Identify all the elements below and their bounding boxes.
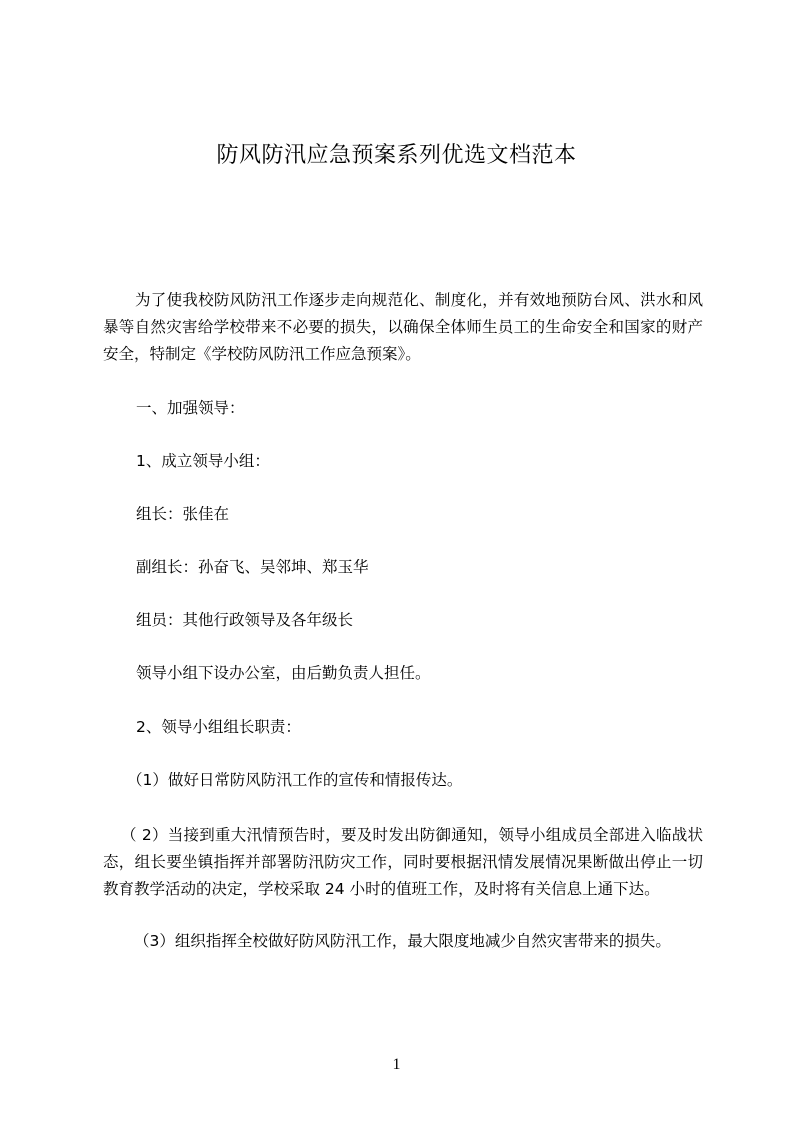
item-heading-form-group: 1、成立领导小组： (136, 452, 270, 470)
section-heading-leadership: 一、加强领导： (136, 399, 245, 417)
office-line: 领导小组下设办公室，由后勤负责人担任。 (136, 664, 431, 682)
duty-item-1: （1）做好日常防风防汛工作的宣传和情报传达。 (127, 771, 463, 789)
members-line: 组员：其他行政领导及各年级长 (136, 611, 354, 629)
document-title: 防风防汛应急预案系列优选文档范本 (216, 143, 577, 168)
group-leader-line: 组长：张佳在 (136, 505, 230, 523)
duty-item-3: （3）组织指挥全校做好防风防汛工作，最大限度地减少自然灾害带来的损失。 (134, 932, 671, 950)
intro-paragraph: 为了使我校防风防汛工作逐步走向规范化、制度化，并有效地预防台风、洪水和风暴等自然灾害给学校带来不必要的损失，以确保全体师生员工的生命安全和国家的财产安全，特制定《学校防风防汛工作应急预案》。 (103, 291, 703, 363)
duty-item-2: （ 2）当接到重大汛情预告时，要及时发出防御通知，领导小组成员全部进入临战状态，组长要坐镇指挥并部署防汛防灾工作，同时要根据汛情发展情况果断做出停止一切教育教学活动的决定，学校采取 24 小时的值班工作，及时将有关信息上通下达。 (103, 826, 703, 898)
page-number: 1 (392, 1056, 401, 1073)
deputy-leaders-line: 副组长：孙奋飞、吴邻坤、郑玉华 (136, 558, 369, 576)
item-heading-duties: 2、领导小组组长职责： (136, 718, 301, 736)
